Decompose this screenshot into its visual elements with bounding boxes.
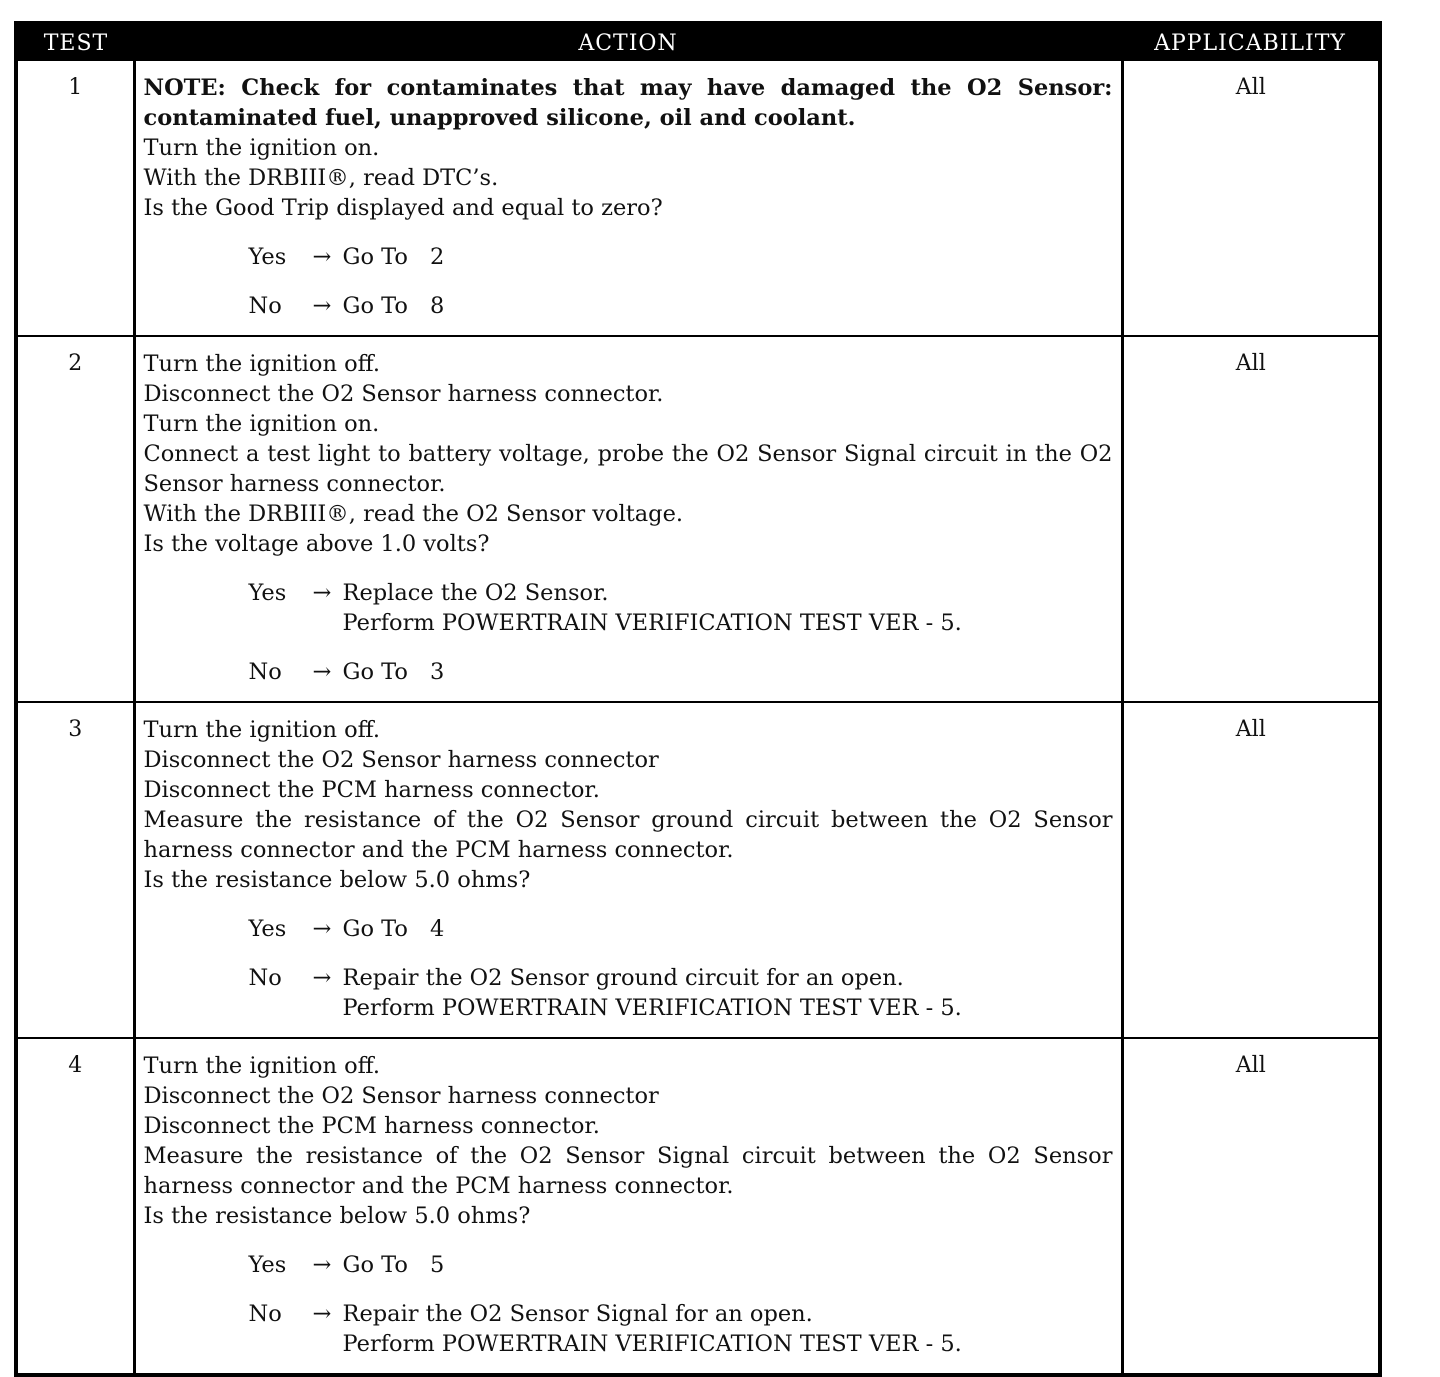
result-line: Repair the O2 Sensor ground circuit for an open. (342, 965, 904, 991)
result-line: Perform POWERTRAIN VERIFICATION TEST VER - 5. (342, 995, 962, 1021)
action-cell (134, 61, 1122, 336)
no-branch (249, 657, 1113, 687)
yes-result (343, 1250, 1113, 1280)
yes-label: Yes (248, 244, 287, 270)
no-branch (249, 1299, 1113, 1359)
test-number: 3 (16, 702, 134, 1038)
step: Measure the resistance of the O2 Sensor ground circuit between the O2 Sensor harness connector and the PCM harness connector. (143, 807, 1113, 863)
steps (144, 73, 1113, 223)
test-row-2 (16, 336, 1380, 702)
applicability-value: All (1122, 702, 1380, 1038)
yes-label: Yes (248, 916, 287, 942)
result-line: Perform POWERTRAIN VERIFICATION TEST VER - 5. (342, 610, 962, 636)
step: Is the resistance below 5.0 ohms? (143, 1203, 531, 1229)
right-arrow-icon: → (312, 965, 332, 991)
yes-branch (249, 242, 1113, 272)
steps (144, 715, 1113, 895)
header-row (16, 23, 1380, 61)
applicability-value: All (1122, 61, 1380, 336)
no-result (343, 1299, 1113, 1359)
step: Turn the ignition off. (143, 1053, 380, 1079)
no-result (343, 963, 1113, 1023)
step: Disconnect the PCM harness connector. (143, 777, 600, 803)
step: With the DRBIII®, read the O2 Sensor voltage. (143, 501, 684, 527)
goto-target: 3 (429, 659, 445, 685)
diagnostic-test-table (14, 21, 1382, 1377)
step: Disconnect the PCM harness connector. (143, 1113, 600, 1139)
step: With the DRBIII®, read DTC’s. (143, 165, 499, 191)
goto-target: 5 (429, 1252, 445, 1278)
test-row-4 (16, 1038, 1380, 1375)
steps (144, 349, 1113, 559)
step: Disconnect the O2 Sensor harness connector (143, 747, 659, 773)
applicability-value: All (1122, 1038, 1380, 1375)
test-number: 2 (16, 336, 134, 702)
test-number: 1 (16, 61, 134, 336)
no-branch (249, 291, 1113, 321)
yes-result (343, 578, 1113, 638)
no-branch (249, 963, 1113, 1023)
applicability-value: All (1122, 336, 1380, 702)
yes-label: Yes (248, 580, 287, 606)
action-cell (134, 702, 1122, 1038)
goto-target: 4 (429, 916, 445, 942)
no-result (343, 291, 1113, 321)
step: Turn the ignition off. (143, 351, 380, 377)
test-row-3 (16, 702, 1380, 1038)
yes-branch (249, 1250, 1113, 1280)
no-label: No (248, 293, 282, 319)
result-line: Repair the O2 Sensor Signal for an open. (342, 1301, 813, 1327)
step: Measure the resistance of the O2 Sensor Signal circuit between the O2 Sensor harness connector and the PCM harness connector. (143, 1143, 1113, 1199)
step: Disconnect the O2 Sensor harness connector. (143, 381, 664, 407)
step: Disconnect the O2 Sensor harness connector (143, 1083, 659, 1109)
test-number: 4 (16, 1038, 134, 1375)
goto-label: Go To (342, 1252, 408, 1278)
yes-branch (249, 578, 1113, 638)
step: Is the resistance below 5.0 ohms? (143, 867, 531, 893)
note-text: NOTE: Check for contaminates that may have damaged the O2 Sensor: contaminated fuel, unapproved silicone, oil and coolant. (143, 75, 1113, 131)
goto-label: Go To (342, 244, 408, 270)
goto-target: 2 (429, 244, 445, 270)
step: Turn the ignition on. (143, 135, 380, 161)
step: Turn the ignition on. (143, 411, 380, 437)
yes-branch (249, 914, 1113, 944)
goto-label: Go To (342, 659, 408, 685)
yes-result (343, 914, 1113, 944)
step: Is the voltage above 1.0 volts? (143, 531, 490, 557)
result-line: Perform POWERTRAIN VERIFICATION TEST VER - 5. (342, 1331, 962, 1357)
header-applicability: APPLICABILITY (1122, 23, 1380, 61)
no-result (343, 657, 1113, 687)
yes-label: Yes (248, 1252, 287, 1278)
action-cell (134, 1038, 1122, 1375)
header-action: ACTION (134, 23, 1122, 61)
yes-result (343, 242, 1113, 272)
right-arrow-icon: → (312, 244, 332, 270)
steps (144, 1051, 1113, 1231)
no-label: No (248, 659, 282, 685)
header-test: TEST (16, 23, 134, 61)
result-line: Replace the O2 Sensor. (342, 580, 609, 606)
no-label: No (248, 1301, 282, 1327)
right-arrow-icon: → (312, 293, 332, 319)
no-label: No (248, 965, 282, 991)
right-arrow-icon: → (312, 916, 332, 942)
goto-label: Go To (342, 916, 408, 942)
right-arrow-icon: → (312, 659, 332, 685)
goto-target: 8 (429, 293, 445, 319)
right-arrow-icon: → (312, 580, 332, 606)
step: Is the Good Trip displayed and equal to zero? (143, 195, 663, 221)
step: Turn the ignition off. (143, 717, 380, 743)
action-cell (134, 336, 1122, 702)
test-row-1 (16, 61, 1380, 336)
right-arrow-icon: → (312, 1301, 332, 1327)
goto-label: Go To (342, 293, 408, 319)
step: Connect a test light to battery voltage, probe the O2 Sensor Signal circuit in the O2 Sensor harness connector. (143, 441, 1113, 497)
right-arrow-icon: → (312, 1252, 332, 1278)
